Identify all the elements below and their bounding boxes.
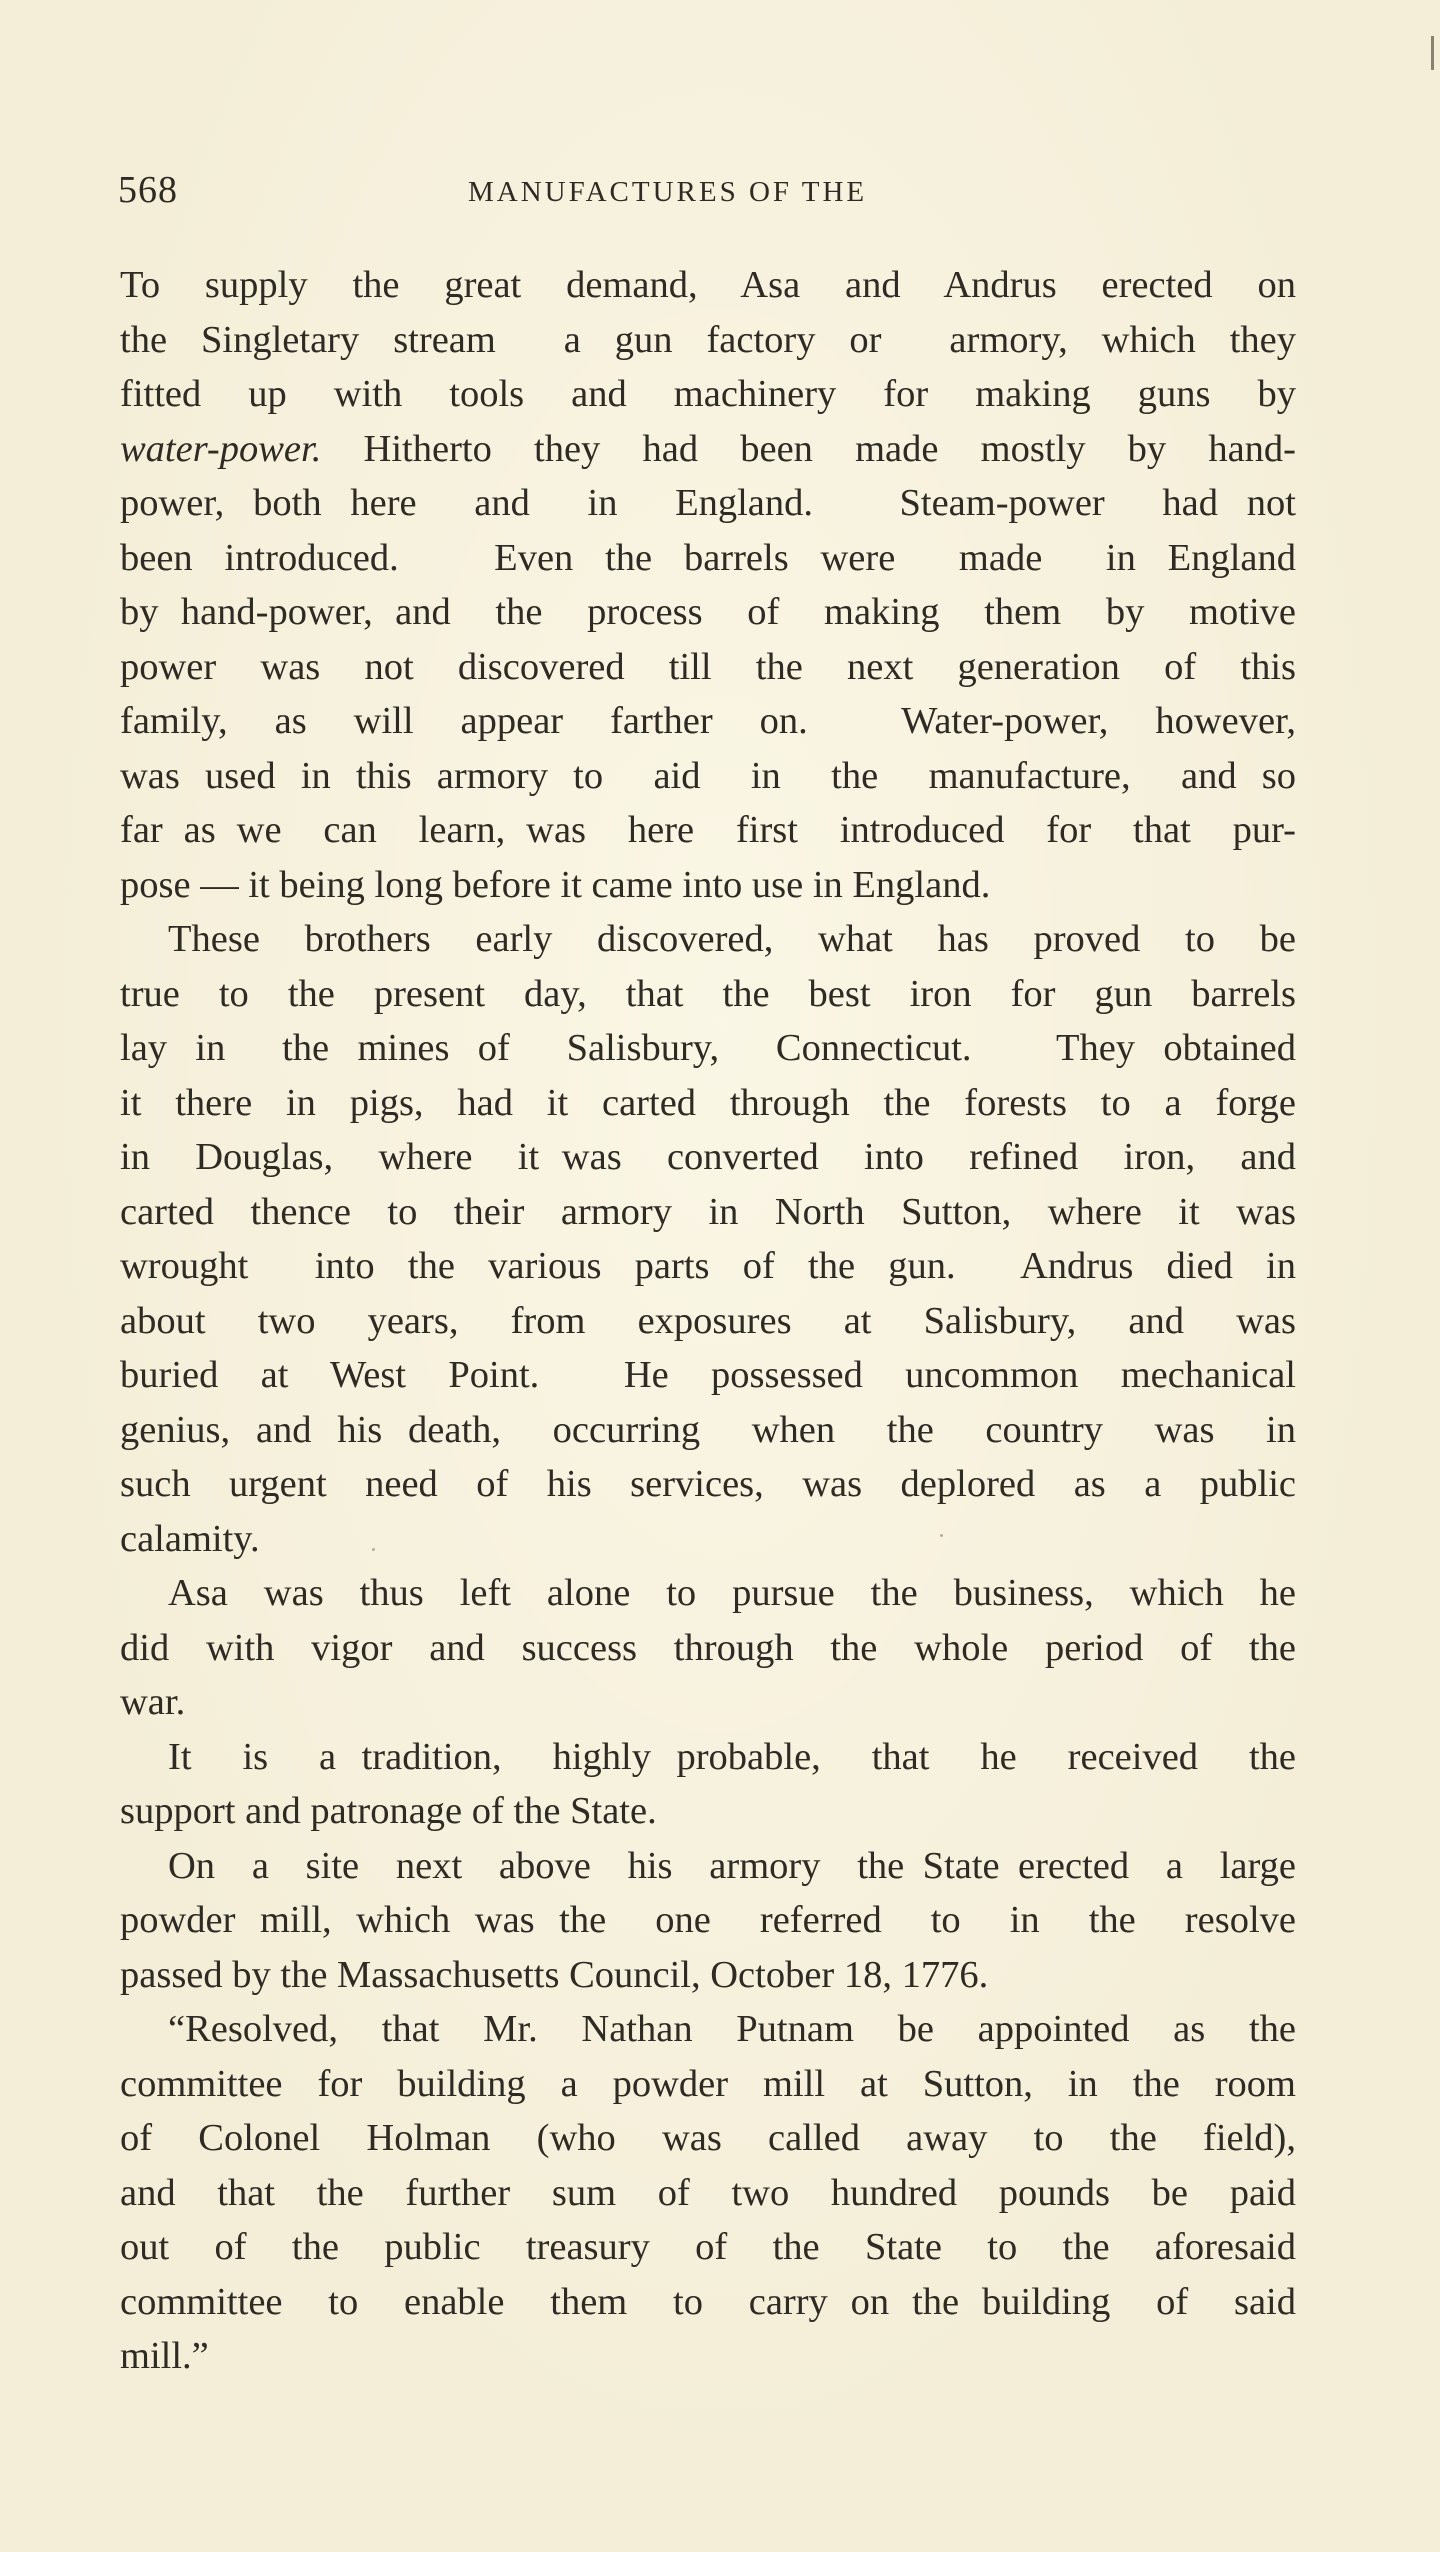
line-text: the Singletary stream a gun factory or armory, which they bbox=[120, 318, 1296, 361]
text-line bbox=[120, 1893, 1296, 1948]
text-line bbox=[120, 2002, 1296, 2057]
line-text: out of the public treasury of the State to the aforesaid bbox=[120, 2226, 1296, 2268]
line-text: family, as will appear farther on. Water-power, however, bbox=[120, 700, 1296, 742]
line-text: it there in pigs, had it carted through the forests to a forge bbox=[120, 1081, 1296, 1124]
text-line bbox=[120, 2057, 1296, 2112]
line-text: did with vigor and success through the whole period of the bbox=[120, 1626, 1296, 1669]
text-line bbox=[120, 2329, 1296, 2384]
text-line bbox=[120, 1021, 1296, 1076]
line-text: These brothers early discovered, what has proved to be bbox=[168, 918, 1296, 960]
line-text: such urgent need of his services, was deplored as a public bbox=[120, 1463, 1296, 1505]
line-text: in Douglas, where it was converted into refined iron, and bbox=[120, 1136, 1296, 1178]
text-line bbox=[120, 803, 1296, 858]
text-line bbox=[120, 313, 1296, 368]
paper-speck bbox=[940, 1534, 943, 1537]
text-line bbox=[120, 640, 1296, 695]
page-edge-mark bbox=[1431, 36, 1434, 70]
line-text: pose — it being long before it came into use in England. bbox=[120, 863, 991, 906]
text-line bbox=[120, 1348, 1296, 1403]
line-text: and that the further sum of two hundred pounds be paid bbox=[120, 2171, 1296, 2214]
line-text: “Resolved, that Mr. Nathan Putnam be appointed as the bbox=[168, 2008, 1296, 2050]
line-text: far as we can learn, was here first introduced for that pur- bbox=[120, 809, 1296, 851]
line-text: It is a tradition, highly probable, that he received the bbox=[168, 1735, 1296, 1778]
text-line bbox=[120, 2220, 1296, 2275]
text-line bbox=[120, 531, 1296, 586]
text-line bbox=[120, 422, 1296, 477]
line-text: fitted up with tools and machinery for making guns by bbox=[120, 373, 1296, 415]
line-text: by hand-power, and the process of making them by motive bbox=[120, 591, 1296, 633]
text-line bbox=[120, 2166, 1296, 2221]
text-line bbox=[120, 1566, 1296, 1621]
text-line bbox=[120, 1185, 1296, 1240]
line-text: power was not discovered till the next generation of this bbox=[120, 645, 1296, 688]
text-line bbox=[120, 912, 1296, 967]
text-line bbox=[120, 1621, 1296, 1676]
line-text: On a site next above his armory the State erected a large bbox=[168, 1844, 1296, 1887]
line-text: buried at West Point. He possessed uncommon mechanical bbox=[120, 1354, 1296, 1396]
line-text: Asa was thus left alone to pursue the business, which he bbox=[168, 1572, 1296, 1614]
text-line bbox=[120, 367, 1296, 422]
text-line bbox=[120, 476, 1296, 531]
paper-speck bbox=[372, 1548, 375, 1551]
line-text: lay in the mines of Salisbury, Connecticut. They obtained bbox=[120, 1027, 1296, 1069]
italic-term: water-power. bbox=[120, 427, 322, 470]
line-text: war. bbox=[120, 1681, 186, 1723]
text-line bbox=[120, 2111, 1296, 2166]
text-line bbox=[120, 1294, 1296, 1349]
running-title: MANUFACTURES OF THE bbox=[468, 176, 868, 208]
text-line bbox=[120, 749, 1296, 804]
line-text: committee for building a powder mill at Sutton, in the room bbox=[120, 2062, 1296, 2105]
text-line bbox=[120, 1076, 1296, 1131]
text-line bbox=[120, 585, 1296, 640]
line-text: wrought into the various parts of the gun. Andrus died in bbox=[120, 1245, 1296, 1287]
text-line bbox=[120, 1948, 1296, 2003]
line-text: been introduced. Even the barrels were made in England bbox=[120, 536, 1296, 579]
text-line bbox=[120, 1239, 1296, 1294]
text-line bbox=[120, 2275, 1296, 2330]
line-text: was used in this armory to aid in the manufacture, and so bbox=[120, 754, 1296, 797]
page-number: 568 bbox=[118, 169, 178, 211]
line-text: carted thence to their armory in North Sutton, where it was bbox=[120, 1190, 1296, 1233]
text-line bbox=[120, 858, 1296, 913]
page-header bbox=[118, 160, 1318, 220]
text-line bbox=[120, 1675, 1296, 1730]
line-text: calamity. bbox=[120, 1517, 260, 1560]
line-text: true to the present day, that the best iron for gun barrels bbox=[120, 972, 1296, 1015]
text-line bbox=[120, 1839, 1296, 1894]
text-line bbox=[120, 1457, 1296, 1512]
line-text: about two years, from exposures at Salisbury, and was bbox=[120, 1299, 1296, 1342]
line-text: mill.” bbox=[120, 2335, 209, 2377]
line-text: Hitherto they had been made mostly by hand- bbox=[321, 427, 1296, 470]
line-text: passed by the Massachusetts Council, October 18, 1776. bbox=[120, 1953, 989, 1996]
text-line bbox=[120, 1130, 1296, 1185]
line-text: powder mill, which was the one referred to in the resolve bbox=[120, 1899, 1296, 1941]
text-line bbox=[120, 258, 1296, 313]
line-text: power, both here and in England. Steam-power had not bbox=[120, 482, 1296, 524]
line-text: committee to enable them to carry on the building of said bbox=[120, 2280, 1296, 2323]
text-line bbox=[120, 967, 1296, 1022]
text-line bbox=[120, 1403, 1296, 1458]
line-text: To supply the great demand, Asa and Andrus erected on bbox=[120, 264, 1296, 306]
text-line bbox=[120, 1512, 1296, 1567]
line-text: support and patronage of the State. bbox=[120, 1790, 657, 1832]
text-line bbox=[120, 1784, 1296, 1839]
line-text: of Colonel Holman (who was called away to the field), bbox=[120, 2117, 1296, 2159]
text-line bbox=[120, 694, 1296, 749]
text-line bbox=[120, 1730, 1296, 1785]
line-text: genius, and his death, occurring when the country was in bbox=[120, 1408, 1296, 1451]
body-text bbox=[120, 258, 1296, 2384]
